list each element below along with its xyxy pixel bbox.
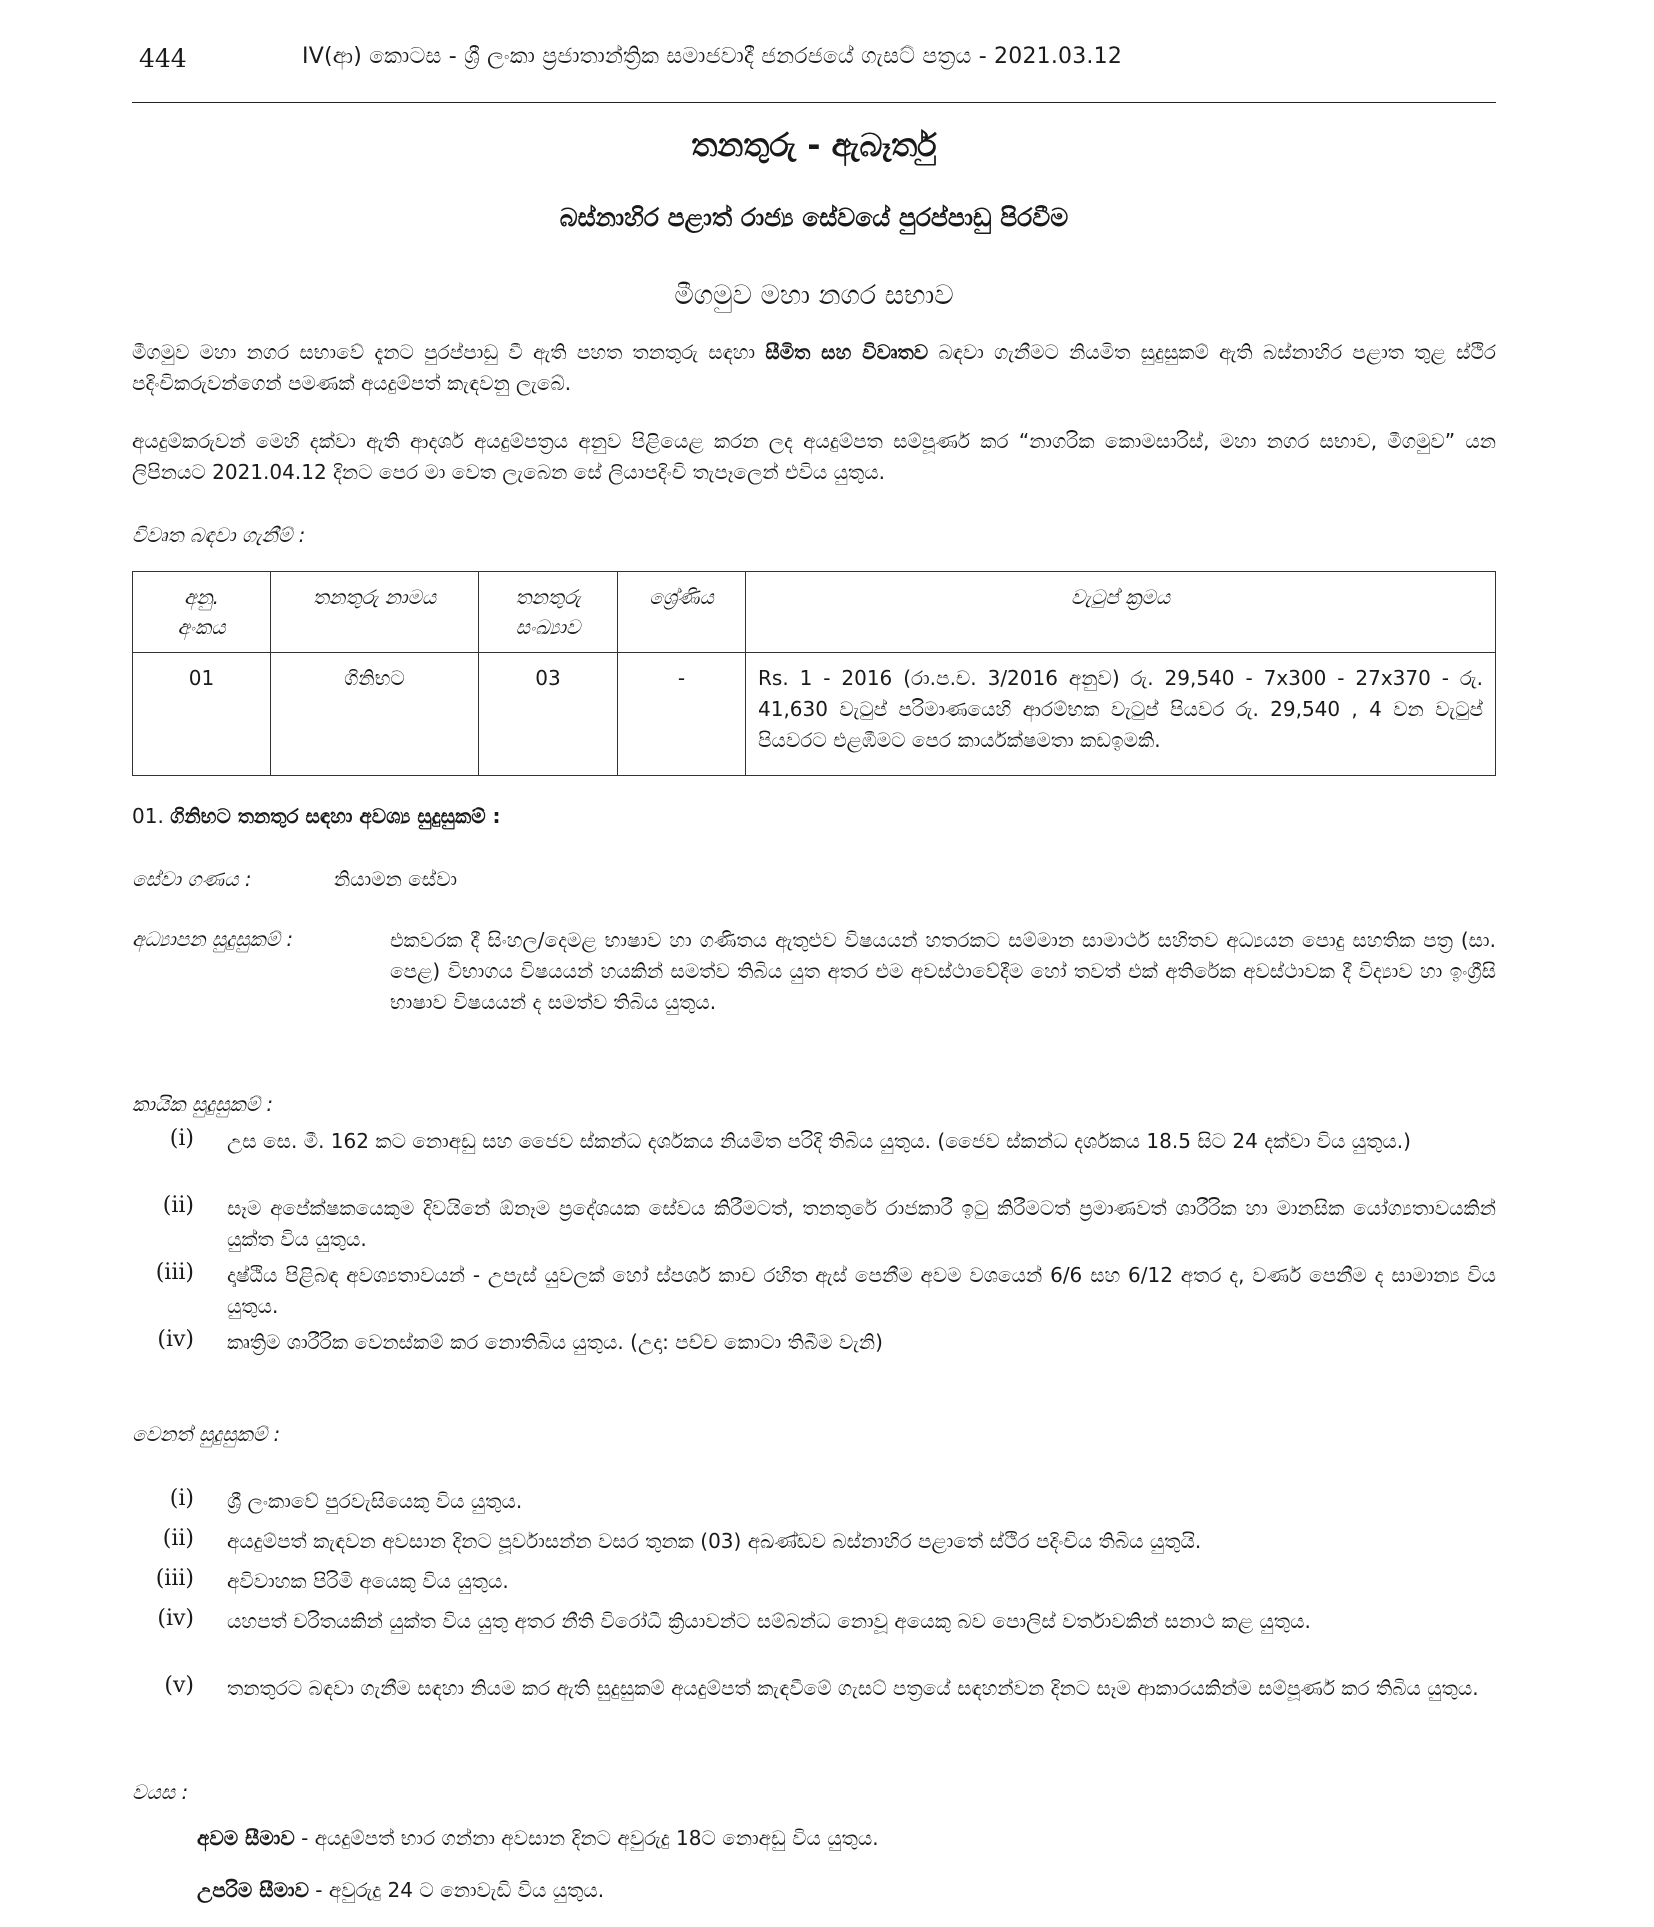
- age-maximum: [197, 1878, 604, 1902]
- physical-label: කායික සුදුසුකම් :: [132, 1092, 274, 1116]
- age-maximum-text: - අවුරුදු 24 ට නොවැඩි විය යුතුය.: [308, 1878, 605, 1902]
- open-recruitment-label: විවෘත බඳවා ගැනීම් :: [132, 523, 306, 547]
- list-item-number: (iv): [157, 1606, 194, 1631]
- vacancy-table: [132, 571, 1496, 776]
- list-item-number: (i): [169, 1486, 194, 1511]
- col-serial-line2: අංකය: [177, 615, 226, 639]
- cell-grade: -: [618, 653, 746, 776]
- page-number: 444: [139, 44, 187, 73]
- table-row: [133, 653, 1496, 776]
- list-item-text: උස සෙ. මී. 162 කට නොඅඩු සහ ජෛව ස්කන්ධ දර්ශකය නියමිත පරිදි තිබිය යුතුය. (ජෛව ස්කන්ධ දර්ශකය 18.5 සිට 24 දක්වා විය යුතුය.): [227, 1129, 1411, 1153]
- requirements-colon: :: [485, 804, 501, 828]
- age-minimum-text: - අයදුම්පත් භාර ගන්නා අවසාන දිනට අවුරුදු 18ට නොඅඩු විය යුතුය.: [294, 1826, 879, 1850]
- list-item-text: ශ්‍රී ලංකාවේ පුරවැසියෙකු විය යුතුය.: [227, 1489, 523, 1513]
- col-grade: ශ්‍රේණිය: [618, 572, 746, 653]
- list-item-text: යහපත් චරිතයකින් යුක්ත විය යුතු අතර නීති විරෝධී ක්‍රියාවන්ට සම්බන්ධ නොවූ අයෙකු බව පොලිස් වර්තාවකින් සනාථ කළ යුතුය.: [227, 1609, 1311, 1633]
- requirements-number: 01.: [132, 804, 171, 828]
- other-label: වෙනත් සුදුසුකම් :: [132, 1422, 281, 1446]
- col-serial: [133, 572, 271, 653]
- header-rule: [132, 102, 1496, 103]
- council-name: මීගමුව මහා නගර සභාව: [674, 280, 954, 311]
- intro-text: මීගමුව මහා නගර සභාවේ දැනට පුරප්පාඩු වී ඇති පහත තනතුරු සඳහා: [132, 340, 766, 364]
- requirements-title: ගිනිභට තනතුර සඳහා අවශ්‍ය සුදුසුකම්: [170, 804, 486, 828]
- list-item-text: කෘත්‍රිම ශාරීරික වෙනස්කම් කර නොතිබිය යුතුය. (උදා: පච්ච කොටා තිබීම වැනි): [227, 1330, 883, 1354]
- list-item-number: (ii): [162, 1193, 194, 1218]
- list-item-number: (v): [164, 1673, 194, 1698]
- requirements-heading: [132, 804, 501, 828]
- list-item-text: අයදුම්පත් කැඳවන අවසාන දිනට පූර්වාසන්න වසර තුනක (03) අඛණ්ඩව බස්නාහිර පළාතේ ස්ථිර පදිංචිය තිබිය යුතුයි.: [227, 1529, 1202, 1553]
- list-item-number: (iii): [155, 1260, 194, 1285]
- age-minimum: [197, 1826, 879, 1850]
- service-label: සේවා ගණය :: [132, 867, 252, 891]
- intro-bold-text: සීමිත සහ විවෘතව: [765, 340, 929, 364]
- col-posts-line1: තනතුරු: [515, 585, 581, 609]
- age-label: වයස :: [132, 1780, 189, 1804]
- col-posts: [479, 572, 618, 653]
- intro-paragraph-2: අයදුම්කරුවන් මෙහි දක්වා ඇති ආදර්ශ අයදුම්පත්‍රය අනුව පිළියෙළ කරන ලද අයදුම්පත සම්පූර්ණ කර “නාගරික කොමසාරිස්, මහා නගර සභාව, මීගමුව” යන ලිපිනයට 2021.04.12 දිනට පෙර මා වෙත ලැබෙන සේ ලියාපදිංචි තැපෑලෙන් එවිය යුතුය.: [132, 429, 1496, 484]
- notice-heading: බස්නාහිර පළාත් රාජ්‍ය සේවයේ පුරප්පාඩු පිරවීම: [559, 203, 1069, 232]
- age-maximum-label: උපරිම සීමාව: [197, 1878, 309, 1902]
- education-value: එකවරක දී සිංහල/දෙමළ භාෂාව හා ගණිතය ඇතුළුව විෂයයන් හතරකට සම්මාන සාමාර්ථ සහිතව අධ්‍යයන පොදු සහතික පත්‍ර (සා. පෙළ) විභාගය විෂයයන් හයකින් සමත්ව තිබිය යුත අතර එම අවස්ථාවේදීම හෝ තවත් එක් අතිරේක අවස්ථාවක දී විද්‍යාව හා ඉංග්‍රීසි භාෂාව විෂයයන් ද සමත්ව තිබිය යුතුය.: [390, 928, 1496, 1014]
- education-label: අධ්‍යාපන සුදුසුකම් :: [132, 927, 294, 951]
- list-item-text: තනතුරට බඳවා ගැනීම සඳහා නියම කර ඇති සුදුසුකම් අයදුම්පත් කැඳවීමේ ගැසට් පත්‍රයේ සඳහන්වන දිනට සෑම ආකාරයකින්ම සම්පූර්ණ කර තිබිය යුතුය.: [227, 1676, 1479, 1700]
- cell-posts: 03: [479, 653, 618, 776]
- list-item-number: (ii): [162, 1526, 194, 1551]
- cell-salary: Rs. 1 - 2016 (රා.ප.ච. 3/2016 අනුව) රු. 29,540 - 7x300 - 27x370 - රු. 41,630 වැටුප් පරිමාණයෙහි ආරම්භක වැටුප් පියවර රු. 29,540 , 4 වන වැටුප් පියවරට එළඹීමට පෙර කාර්යක්ෂමතා කඩඉමකි.: [746, 653, 1496, 776]
- page-header: [132, 44, 1496, 84]
- col-post-name: තනතුරු නාමය: [271, 572, 479, 653]
- running-title: IV(ආ) කොටස - ශ්‍රී ලංකා ප්‍රජාතාන්ත්‍රික සමාජවාදී ජනරජයේ ගැසට් පත්‍රය - 2021.03.12: [302, 44, 1123, 69]
- list-item-text: සෑම අපේක්ෂකයෙකුම දිවයිනේ ඕනෑම ප්‍රදේශයක සේවය කිරීමටත්, තනතුරේ රාජකාරී ඉටු කිරීමටත් ප්‍රමාණවත් ශාරීරික හා මානසික යෝග්‍යතාවයකින් යුක්ත විය යුතුය.: [227, 1196, 1496, 1251]
- section-title: තනතුරු - ඇබෑර්තු: [691, 126, 937, 164]
- age-minimum-label: අවම සීමාව: [197, 1826, 295, 1850]
- service-value: නියාමන සේවා: [334, 867, 458, 891]
- cell-post-name: ගිනිභට: [271, 653, 479, 776]
- cell-serial: 01: [133, 653, 271, 776]
- list-item-number: (iii): [155, 1566, 194, 1591]
- table-header-row: [133, 572, 1496, 653]
- col-salary: වැටුප් ක්‍රමය: [746, 572, 1496, 653]
- list-item-text: දෘෂ්ඨිය පිළිබඳ අවශ්‍යතාවයන් - උපැස් යුවලක් හෝ ස්පර්ශ කාච රහිත ඇස් පෙනීම අවම වශයෙන් 6/6 සහ 6/12 අතර ද, වර්ණ පෙනීම ද සාමාන්‍ය විය යුතුය.: [227, 1263, 1496, 1318]
- col-posts-line2: සංඛ්‍යාව: [515, 615, 581, 639]
- list-item-number: (i): [169, 1126, 194, 1151]
- col-serial-line1: අනු.: [184, 585, 219, 609]
- intro-text-end: බඳවා ගැනීමට නියමිත සුදුසුකම් ඇති බස්නාහිර පළාත තුළ ස්ථිර පදිංචිකරුවන්ගෙන් පමණක් අයදුම්පත් කැඳවනු ලැබේ.: [132, 340, 1496, 395]
- list-item-number: (iv): [157, 1327, 194, 1352]
- list-item-text: අවිවාහක පිරිමි අයෙකු විය යුතුය.: [227, 1569, 509, 1593]
- intro-paragraph-1: [132, 337, 1496, 399]
